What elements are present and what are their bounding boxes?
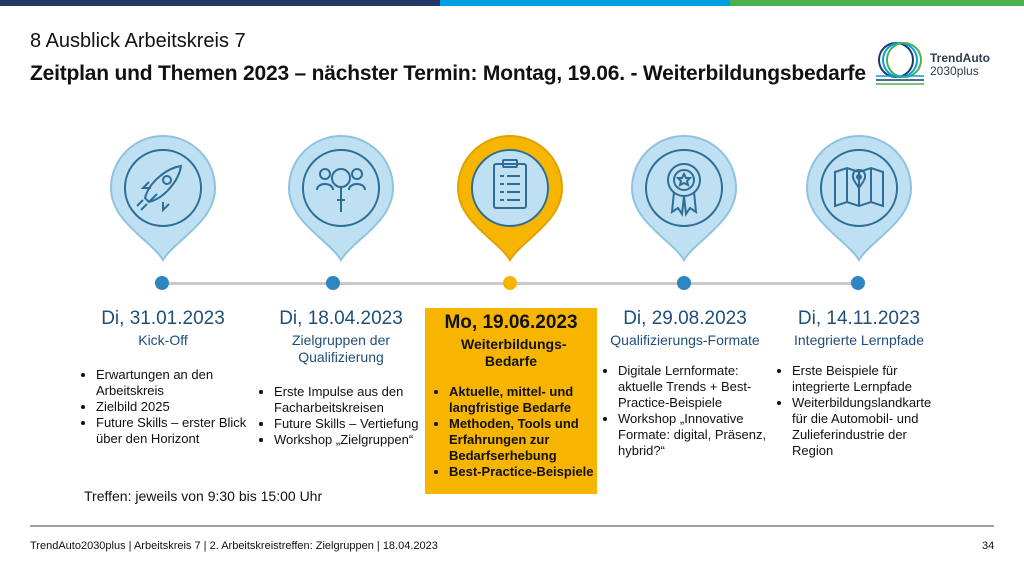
pin-lernpfade xyxy=(797,132,921,264)
bullet-item: • Weiterbildungslandkarte für die Automobil- und Zulieferindustrie der Region xyxy=(792,395,944,459)
bullet-item: • Future Skills – erster Blick über den Horizont xyxy=(96,415,248,447)
trendauto-logo xyxy=(872,38,990,88)
pin-formate xyxy=(622,132,746,264)
logo-rings-icon xyxy=(872,38,928,88)
milestone-date: Di, 18.04.2023 xyxy=(279,308,403,329)
bullet-item: • Erste Beispiele für integrierte Lernpfade xyxy=(792,363,944,395)
milestone-title: Kick-Off xyxy=(138,332,188,348)
milestone-title: Zielgruppen der Qualifizierung xyxy=(291,332,391,365)
timeline-dot-current xyxy=(503,276,517,290)
milestone-date: Mo, 19.06.2023 xyxy=(444,312,578,333)
timeline-dot xyxy=(851,276,865,290)
pin-weiterbildung xyxy=(448,132,572,264)
milestone-title: Integrierte Lernpfade xyxy=(794,332,924,348)
milestone-title: Weiterbildungs-Bedarfe xyxy=(461,336,567,369)
top-color-bar xyxy=(0,0,1024,6)
bullet-item: • Workshop „Innovative Formate: digital, Präsenz, hybrid?“ xyxy=(618,411,770,459)
section-heading: 8 Ausblick Arbeitskreis 7 xyxy=(30,30,246,52)
milestone-date: Di, 31.01.2023 xyxy=(101,308,225,329)
pin-zielgruppen xyxy=(279,132,403,264)
bullet-item: • Erwartungen an den Arbeitskreis xyxy=(96,367,248,399)
bullet-item: • Methoden, Tools und Erfahrungen zur Bedarfserhebung xyxy=(449,416,597,464)
footer-divider xyxy=(30,525,994,527)
bullet-item: • Erste Impulse aus den Facharbeitskreisen xyxy=(274,384,426,416)
milestone-formate xyxy=(600,308,770,459)
bullet-item: • Best-Practice-Beispiele xyxy=(449,464,597,480)
timeline-dot xyxy=(155,276,169,290)
milestone-date: Di, 29.08.2023 xyxy=(623,308,747,329)
meeting-note: Treffen: jeweils von 9:30 bis 15:00 Uhr xyxy=(84,488,323,504)
milestone-weiterbildung-highlight xyxy=(425,308,597,494)
timeline-dot xyxy=(326,276,340,290)
bullet-item: • Zielbild 2025 xyxy=(96,399,248,415)
milestone-title: Qualifizierungs-Formate xyxy=(610,332,760,348)
timeline-dot xyxy=(677,276,691,290)
milestone-kickoff xyxy=(78,308,248,447)
bullet-item: • Workshop „Zielgruppen“ xyxy=(274,432,426,448)
bullet-item: • Aktuelle, mittel- und langfristige Bedarfe xyxy=(449,384,597,416)
logo-line2: 2030plus xyxy=(930,64,979,78)
milestone-date: Di, 14.11.2023 xyxy=(797,308,921,329)
footer-text: TrendAuto2030plus | Arbeitskreis 7 | 2. Arbeitskreistreffen: Zielgruppen | 18.04.2023 xyxy=(30,540,438,552)
milestone-lernpfade xyxy=(774,308,944,459)
page-title: Zeitplan und Themen 2023 – nächster Termin: Montag, 19.06. - Weiterbildungsbedarfe xyxy=(30,62,866,85)
page-number: 34 xyxy=(982,540,995,552)
milestone-zielgruppen xyxy=(256,308,426,448)
bullet-item: • Future Skills – Vertiefung xyxy=(274,416,426,432)
pin-kickoff xyxy=(101,132,225,264)
bullet-item: • Digitale Lernformate: aktuelle Trends + Best-Practice-Beispiele xyxy=(618,363,770,411)
logo-line1: TrendAuto xyxy=(930,51,990,65)
